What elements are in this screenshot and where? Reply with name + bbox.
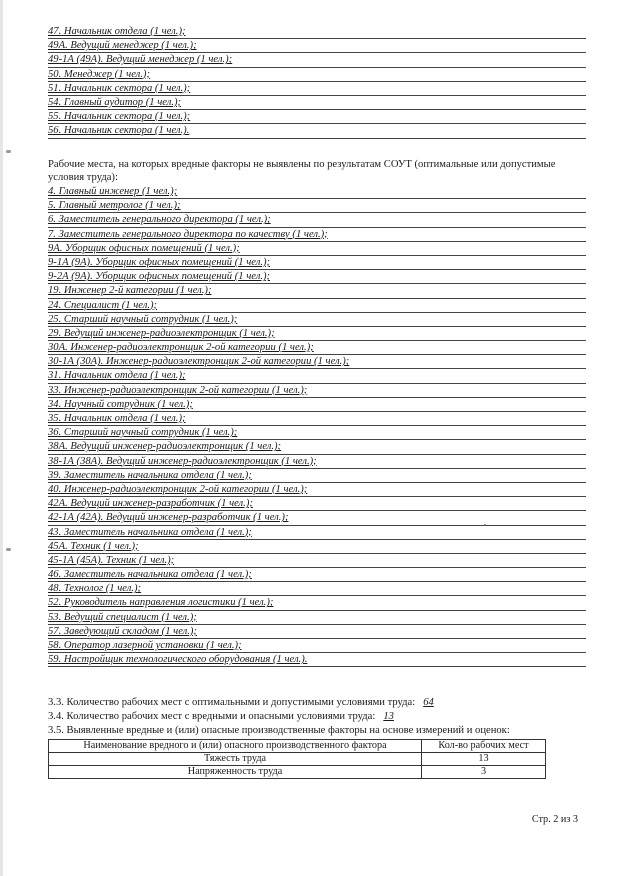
optimal-list-item: 38-1А (38А). Ведущий инженер-радиоэлектронщик (1 чел.); [48, 455, 586, 469]
stat-3-3 [48, 696, 442, 709]
optimal-list-item: 30А. Инженер-радиоэлектронщик 2-ой категории (1 чел.); [48, 341, 586, 355]
optimal-list-item: 59. Настройщик технологического оборудования (1 чел.). [48, 653, 586, 667]
optimal-list-item: 36. Старший научный сотрудник (1 чел.); [48, 426, 586, 440]
page-number: Стр. 2 из 3 [531, 814, 578, 825]
optimal-list-item: 9-2А (9А). Уборщик офисных помещений (1 чел.); [48, 270, 586, 284]
optimal-list-item: 46. Заместитель начальника отдела (1 чел.); [48, 568, 586, 582]
scan-speck [484, 524, 486, 526]
scan-edge [0, 0, 3, 876]
top-list-item: 55. Начальник сектора (1 чел.); [48, 110, 586, 124]
table-cell-factor: Напряженность труда [49, 766, 422, 779]
optimal-list-item: 29. Ведущий инженер-радиоэлектронщик (1 чел.); [48, 327, 586, 341]
top-list-item: 54. Главный аудитор (1 чел.); [48, 96, 586, 110]
optimal-list-item: 7. Заместитель генерального директора по качеству (1 чел.); [48, 228, 586, 242]
optimal-list-item: 9-1А (9А). Уборщик офисных помещений (1 чел.); [48, 256, 586, 270]
optimal-list-item: 53. Ведущий специалист (1 чел.); [48, 611, 586, 625]
optimal-list-item: 35. Начальник отдела (1 чел.); [48, 412, 586, 426]
top-list-item: 49А. Ведущий менеджер (1 чел.); [48, 39, 586, 53]
optimal-list-item: 9А. Уборщик офисных помещений (1 чел.); [48, 242, 586, 256]
top-list-item: 47. Начальник отдела (1 чел.); [48, 25, 586, 39]
optimal-list-item: 48. Технолог (1 чел.); [48, 582, 586, 596]
table-cell-factor: Тяжесть труда [49, 753, 422, 766]
optimal-workplace-list [48, 185, 586, 667]
optimal-list-item: 45-1А (45А). Техник (1 чел.); [48, 554, 586, 568]
optimal-list-item: 45А. Техник (1 чел.); [48, 540, 586, 554]
table-cell-count: 13 [422, 753, 546, 766]
scan-mark [6, 548, 11, 551]
optimal-list-item: 58. Оператор лазерной установки (1 чел.); [48, 639, 586, 653]
optimal-list-item: 43. Заместитель начальника отдела (1 чел.); [48, 526, 586, 540]
optimal-list-item: 40. Инженер-радиоэлектронщик 2-ой категории (1 чел.); [48, 483, 586, 497]
optimal-list-item: 34. Научный сотрудник (1 чел.); [48, 398, 586, 412]
stat-3-4-label: 3.4. Количество рабочих мест с вредными и опасными условиями труда: [48, 711, 376, 722]
optimal-list-item: 6. Заместитель генерального директора (1 чел.); [48, 213, 586, 227]
top-workplace-list [48, 25, 586, 139]
stat-3-3-label: 3.3. Количество рабочих мест с оптимальными и допустимыми условиями труда: [48, 697, 416, 708]
stat-3-4-value: 13 [383, 711, 394, 722]
optimal-list-item: 30-1А (30А). Инженер-радиоэлектронщик 2-ой категории (1 чел.); [48, 355, 586, 369]
optimal-list-item: 31. Начальник отдела (1 чел.); [48, 369, 586, 383]
top-list-item: 56. Начальник сектора (1 чел.). [48, 124, 586, 138]
table-header-factor: Наименование вредного и (или) опасного производственного фактора [49, 740, 422, 753]
optimal-list-item: 25. Старший научный сотрудник (1 чел.); [48, 313, 586, 327]
optimal-list-item: 42-1А (42А). Ведущий инженер-разработчик (1 чел.); [48, 511, 586, 525]
table-header-row [49, 740, 546, 753]
optimal-list-item: 4. Главный инженер (1 чел.); [48, 185, 586, 199]
optimal-list-item: 38А. Ведущий инженер-радиоэлектронщик (1 чел.); [48, 440, 586, 454]
top-list-item: 51. Начальник сектора (1 чел.); [48, 82, 586, 96]
table-cell-count: 3 [422, 766, 546, 779]
table-row [49, 753, 546, 766]
stat-3-4 [48, 710, 402, 723]
scan-mark [6, 150, 11, 153]
top-list-item: 49-1А (49А). Ведущий менеджер (1 чел.); [48, 53, 586, 67]
optimal-list-item: 52. Руководитель направления логистики (1 чел.); [48, 596, 586, 610]
optimal-list-item: 5. Главный метролог (1 чел.); [48, 199, 586, 213]
stat-3-3-value: 64 [423, 697, 434, 708]
factors-table [48, 739, 546, 779]
optimal-list-item: 39. Заместитель начальника отдела (1 чел.); [48, 469, 586, 483]
optimal-list-item: 24. Специалист (1 чел.); [48, 299, 586, 313]
optimal-list-item: 33. Инженер-радиоэлектронщик 2-ой категории (1 чел.); [48, 384, 586, 398]
optimal-list-item: 19. Инженер 2-й категории (1 чел.); [48, 284, 586, 298]
optimal-heading: Рабочие места, на которых вредные факторы не выявлены по результатам СОУТ (оптимальные или допустимые условия труда): [48, 159, 556, 183]
table-header-count: Кол-во рабочих мест [422, 740, 546, 753]
optimal-list-item: 42А. Ведущий инженер-разработчик (1 чел.); [48, 497, 586, 511]
stat-3-5: 3.5. Выявленные вредные и (или) опасные производственные факторы на основе измерений и оценок: [48, 725, 510, 736]
top-list-item: 50. Менеджер (1 чел.); [48, 68, 586, 82]
table-row [49, 766, 546, 779]
optimal-list-item: 57. Заведующий складом (1 чел.); [48, 625, 586, 639]
